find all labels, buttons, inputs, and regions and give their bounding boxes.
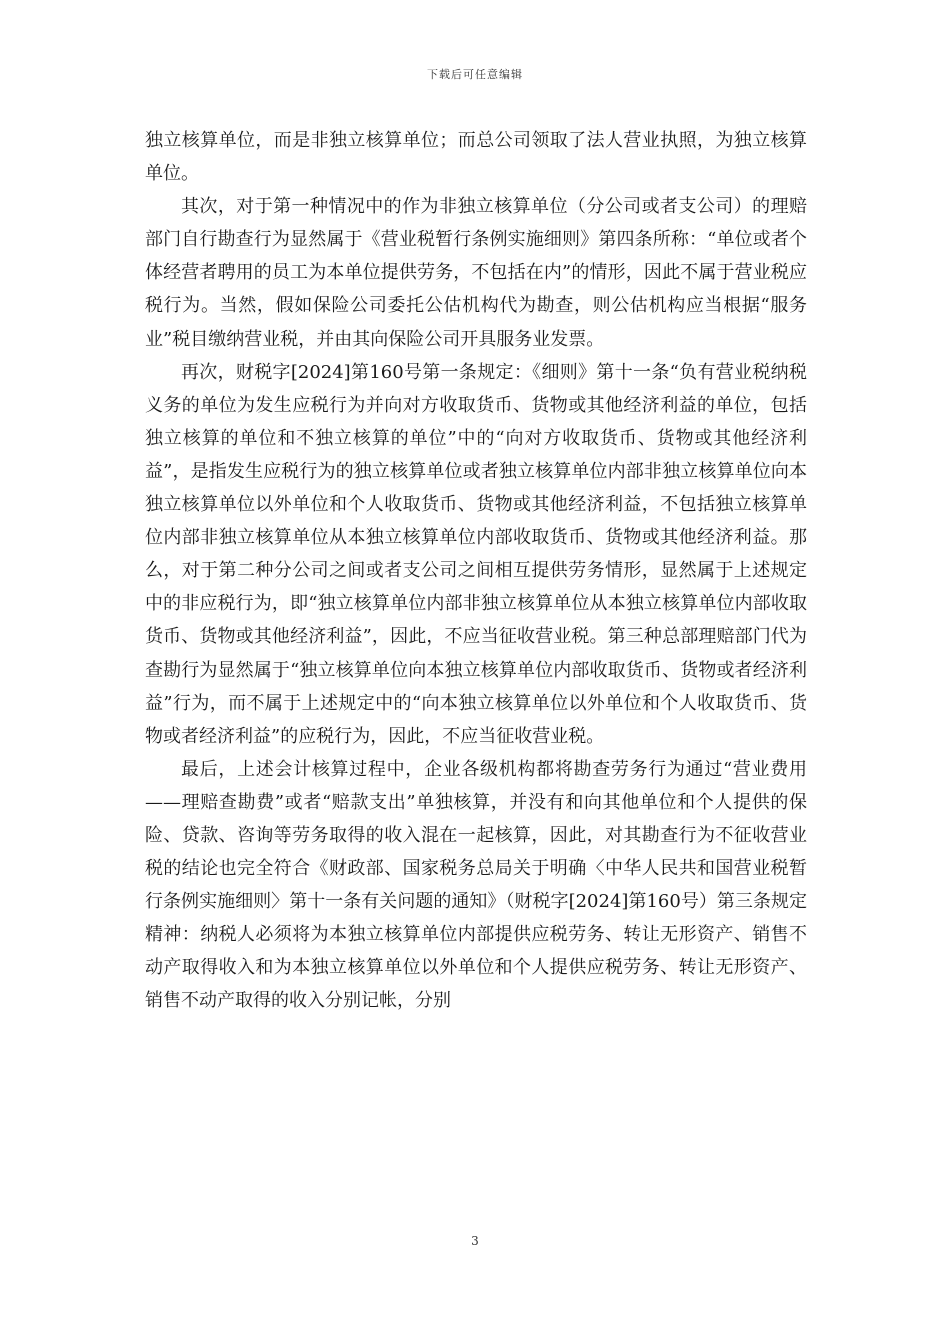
- paragraph-1: 独立核算单位，而是非独立核算单位；而总公司领取了法人营业执照，为独立核算单位。: [145, 130, 807, 185]
- paragraph-3: 再次，财税字[2024]第160号第一条规定：《细则》第十一条“负有营业税纳税义务的单位为发生应税行为并向对方收取货币、货物或其他经济利益的单位，包括独立核算的单位和不独立核算的单位”中的“向对方收取货币、货物或其他经济利益”，是指发生应税行为的独立核算单位或者独立核算单位内部非独立核算单位向本独立核算单位以外单位和个人收取货币、货物或其他经济利益，不包括独立核算单位内部非独立核算单位从本独立核算单位内部收取货币、货物或其他经济利益。那么，对于第二种分公司之间或者支公司之间相互提供劳务情形，显然属于上述规定中的非应税行为，即“独立核算单位内部非独立核算单位从本独立核算单位内部收取货币、货物或其他经济利益”，因此，不应当征收营业税。第三种总部理赔部门代为查勘行为显然属于“独立核算单位向本独立核算单位内部收取货币、货物或者经济利益”行为，而不属于上述规定中的“向本独立核算单位以外单位和个人收取货币、货物或者经济利益”的应税行为，因此，不应当征收营业税。: [145, 361, 807, 747]
- page-header-note: 下载后可任意编辑: [427, 68, 523, 81]
- page-number: 3: [471, 1234, 479, 1248]
- paragraph-2: 其次，对于第一种情况中的作为非独立核算单位（分公司或者支公司）的理赔部门自行勘查行为显然属于《营业税暂行条例实施细则》第四条所称：“单位或者个体经营者聘用的员工为本单位提供劳务，不包括在内”的情形，因此不属于营业税应税行为。当然，假如保险公司委托公估机构代为勘查，则公估机构应当根据“服务业”税目缴纳营业税，并由其向保险公司开具服务业发票。: [145, 196, 807, 350]
- paragraph-4: 最后，上述会计核算过程中，企业各级机构都将勘查劳务行为通过“营业费用——理赔查勘费”或者“赔款支出”单独核算，并没有和向其他单位和个人提供的保险、贷款、咨询等劳务取得的收入混在一起核算，因此，对其勘查行为不征收营业税的结论也完全符合《财政部、国家税务总局关于明确〈中华人民共和国营业税暂行条例实施细则〉第十一条有关问题的通知》（财税字[2024]第160号）第三条规定精神：纳税人必须将为本独立核算单位内部提供应税劳务、转让无形资产、销售不动产取得收入和为本独立核算单位以外单位和个人提供应税劳务、转让无形资产、销售不动产取得的收入分别记帐，分别: [145, 758, 807, 1012]
- document-body: [145, 124, 807, 1018]
